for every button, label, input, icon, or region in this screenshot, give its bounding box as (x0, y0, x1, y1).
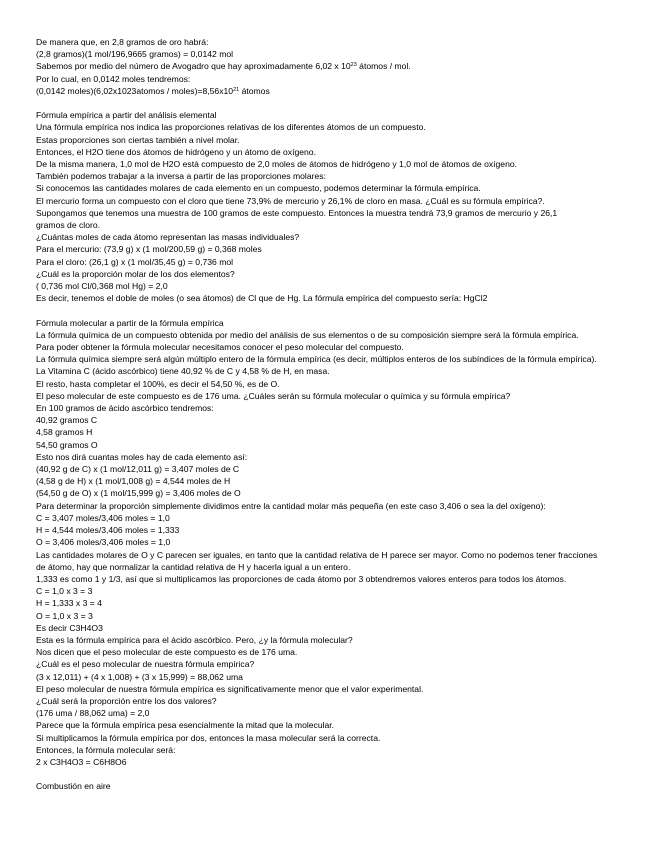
text-line: 40,92 gramos C (36, 415, 98, 426)
spacer (36, 768, 636, 780)
text-line: gramos de cloro. (36, 220, 101, 231)
empirica-body (36, 121, 636, 304)
text-line: También podemos trabajar a la inversa a partir de las proporciones molares: (36, 171, 326, 182)
text-line: O = 1,0 x 3 = 3 (36, 610, 93, 621)
text-line: La fórmula química siempre será algún múltiplo entero de la fórmula empírica (es decir, múltiplos enteros de los subíndices de la fórmula empírica). (36, 354, 597, 365)
molecular-body (36, 329, 636, 768)
section-heading-molecular: Fórmula molecular a partir de la fórmula empírica (36, 317, 224, 328)
intro-line-3-text: Sabemos por medio del número de Avogadro que hay aproximadamente 6,02 x 10 (36, 61, 351, 72)
text-line: ¿Cuántas moles de cada átomo representan las masas individuales? (36, 232, 300, 243)
text-line: Las cantidades molares de O y C parecen ser iguales, en tanto que la cantidad relativa de H parece ser mayor. Como no podemos tener fracciones (36, 549, 598, 560)
text-line: (3 x 12,011) + (4 x 1,008) + (3 x 15,999) = 88,062 uma (36, 671, 243, 682)
spacer (36, 97, 636, 109)
intro-line-4: Por lo cual, en 0,0142 moles tendremos: (36, 73, 191, 84)
text-line: C = 1,0 x 3 = 3 (36, 586, 93, 597)
text-line: Para el cloro: (26,1 g) x (1 mol/35,45 g) = 0,736 mol (36, 256, 234, 267)
spacer (36, 304, 636, 316)
text-line: Entonces, el H2O tiene dos átomos de hidrógeno y un átomo de oxígeno. (36, 146, 316, 157)
text-line: El resto, hasta completar el 100%, es decir el 54,50 %, es de O. (36, 378, 280, 389)
section-heading-combustion: Combustión en aire (36, 781, 111, 792)
text-line: 2 x C3H4O3 = C6H8O6 (36, 756, 127, 767)
text-line: Una fórmula empírica nos indica las proporciones relativas de los diferentes átomos de un compuesto. (36, 122, 426, 133)
text-line: Esta es la fórmula empírica para el ácido ascórbico. Pero, ¿y la fórmula molecular? (36, 634, 353, 645)
text-line: (54,50 g de O) x (1 mol/15,999 g) = 3,406 moles de O (36, 488, 241, 499)
text-line: Es decir, tenemos el doble de moles (o sea átomos) de Cl que de Hg. La fórmula empírica del compuesto sería: HgCl2 (36, 293, 488, 304)
intro-line-3-tail: átomos / mol. (356, 61, 411, 72)
text-line: H = 1,333 x 3 = 4 (36, 598, 102, 609)
text-line: ¿Cuál es el peso molecular de nuestra fórmula empírica? (36, 659, 255, 670)
intro-line-1: De manera que, en 2,8 gramos de oro habrá: (36, 37, 209, 47)
text-line: 4,58 gramos H (36, 427, 93, 438)
text-line: Supongamos que tenemos una muestra de 100 gramos de este compuesto. Entonces la muestra tendrá 73,9 gramos de mercurio y 26,1 (36, 207, 558, 218)
section-heading-empirica: Fórmula empírica a partir del análisis elemental (36, 110, 217, 121)
text-line: Si conocemos las cantidades molares de cada elemento en un compuesto, podemos determinar la fórmula empírica. (36, 183, 481, 194)
text-line: El peso molecular de este compuesto es de 176 uma. ¿Cuáles serán su fórmula molecular o química y su fórmula empírica? (36, 390, 511, 401)
intro-line-5-exponent: 21 (233, 86, 240, 93)
intro-line-2: (2,8 gramos)(1 mol/196,9665 gramos) = 0,0142 mol (36, 49, 234, 60)
text-line: 54,50 gramos O (36, 439, 98, 450)
text-line: Esto nos dirá cuantas moles hay de cada elemento así: (36, 451, 248, 462)
text-line: Para el mercurio: (73,9 g) x (1 mol/200,59 g) = 0,368 moles (36, 244, 262, 255)
text-line: (40,92 g de C) x (1 mol/12,011 g) = 3,407 moles de C (36, 464, 240, 475)
text-line: Entonces, la fórmula molecular será: (36, 744, 176, 755)
text-line: Para poder obtener la fórmula molecular necesitamos conocer el peso molecular del compuesto. (36, 342, 404, 353)
text-line: ( 0,736 mol Cl/0,368 mol Hg) = 2,0 (36, 281, 168, 292)
text-line: C = 3,407 moles/3,406 moles = 1,0 (36, 512, 170, 523)
text-line: Parece que la fórmula empírica pesa esencialmente la mitad que la molecular. (36, 720, 335, 731)
intro-line-3-exponent: 23 (350, 62, 357, 69)
text-line: H = 4,544 moles/3,406 moles = 1,333 (36, 525, 180, 536)
intro-line-5 (36, 85, 636, 97)
text-line: Si multiplicamos la fórmula empírica por dos, entonces la masa molecular será la correcta. (36, 732, 381, 743)
text-line: O = 3,406 moles/3,406 moles = 1,0 (36, 537, 171, 548)
text-line: Es decir C3H4O3 (36, 622, 103, 633)
intro-line-5-text: (0,0142 moles)(6,02x1023atomos / moles)=8,56x10 (36, 85, 234, 96)
intro-line-3 (36, 60, 636, 72)
text-line: (176 uma / 88,062 uma) = 2,0 (36, 708, 150, 719)
text-line: Estas proporciones son ciertas también a nivel molar. (36, 134, 240, 145)
document-page (36, 36, 636, 793)
intro-line-5-tail: átomos (239, 85, 270, 96)
text-line: ¿Cuál es la proporción molar de los dos elementos? (36, 268, 235, 279)
text-line: ¿Cuál será la proporción entre los dos valores? (36, 695, 217, 706)
text-line: El mercurio forma un compuesto con el cloro que tiene 73,9% de mercurio y 26,1% de cloro en masa. ¿Cuál es su fórmula empírica?. (36, 195, 545, 206)
text-line: Para determinar la proporción simplemente dividimos entre la cantidad molar más pequeña (en este caso 3,406 o sea la del oxígeno): (36, 500, 546, 511)
text-line: de átomo, hay que normalizar la cantidad relativa de H y hacerla igual a un entero. (36, 561, 351, 572)
text-line: 1,333 es como 1 y 1/3, así que si multiplicamos las proporciones de cada átomo por 3 obtendremos valores enteros para todos los átomos. (36, 573, 567, 584)
text-line: En 100 gramos de ácido ascórbico tendremos: (36, 403, 214, 414)
text-line: La Vitamina C (ácido ascórbico) tiene 40,92 % de C y 4,58 % de H, en masa. (36, 366, 330, 377)
text-line: (4,58 g de H) x (1 mol/1,008 g) = 4,544 moles de H (36, 476, 231, 487)
text-line: Nos dicen que el peso molecular de este compuesto es de 176 uma. (36, 647, 298, 658)
text-line: La fórmula química de un compuesto obtenida por medio del análisis de sus elementos o de su composición siempre será la fórmula empírica. (36, 329, 579, 340)
text-line: De la misma manera, 1,0 mol de H2O está compuesto de 2,0 moles de átomos de hidrógeno y 1,0 mol de átomos de oxígeno. (36, 159, 518, 170)
text-line: El peso molecular de nuestra fórmula empírica es significativamente menor que el valor experimental. (36, 683, 424, 694)
